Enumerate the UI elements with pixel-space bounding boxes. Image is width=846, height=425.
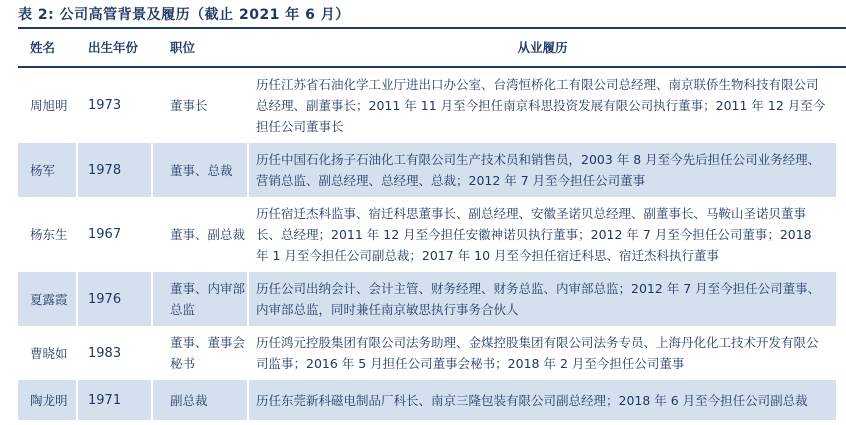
career-history: 历任东莞新科磁电制品厂科长、南京三隆包装有限公司副总经理；2018 年 6 月至今担任公司副总裁 bbox=[249, 380, 836, 420]
executive-name: 杨军 bbox=[18, 143, 78, 197]
birth-year: 1967 bbox=[78, 197, 153, 272]
birth-year: 1976 bbox=[78, 272, 153, 326]
position: 董事、总裁 bbox=[153, 143, 249, 197]
header-career: 从业履历 bbox=[517, 40, 568, 55]
header-name: 姓名 bbox=[30, 40, 56, 55]
table-row bbox=[18, 143, 836, 197]
executive-name: 陶龙明 bbox=[18, 380, 78, 420]
table-row bbox=[18, 326, 836, 380]
table-row bbox=[18, 68, 836, 143]
birth-year: 1973 bbox=[78, 68, 153, 143]
table-row bbox=[18, 197, 836, 272]
birth-year: 1978 bbox=[78, 143, 153, 197]
executive-name: 夏露霞 bbox=[18, 272, 78, 326]
position: 董事、董事会秘书 bbox=[153, 326, 249, 380]
table-row bbox=[18, 380, 836, 420]
birth-year: 1983 bbox=[78, 326, 153, 380]
table-header-row bbox=[18, 29, 836, 66]
executive-name: 曹晓如 bbox=[18, 326, 78, 380]
executive-name: 周旭明 bbox=[18, 68, 78, 143]
position: 董事、内审部总监 bbox=[153, 272, 249, 326]
career-history: 历任宿迁杰科监事、宿迁科思董事长、副总经理、安徽圣诺贝总经理、副董事长、马鞍山圣诺贝董事长、总经理；2011 年 12 月至今担任安徽神诺贝执行董事；2012 年 7 月至今担任公司董事；2018 年 1 月至今担任公司副总裁；2017 年 10 月至今担任宿迁科思、宿迁杰科执行董事 bbox=[256, 206, 812, 263]
table-title: 表 2: 公司高管背景及履历（截止 2021 年 6 月） bbox=[18, 7, 350, 23]
career-history: 历任公司出纳会计、会计主管、财务经理、财务总监、内审部总监；2012 年 7 月至今担任公司董事、内审部总监，同时兼任南京敏思执行事务合伙人 bbox=[249, 272, 836, 326]
career-history: 历任江苏省石油化学工业厅进出口办公室、台湾恒桥化工有限公司总经理、南京联侨生物科技有限公司总经理、副董事长；2011 年 11 月至今担任南京科思投资发展有限公司执行董事；2011 年 12 月至今担任公司董事长 bbox=[256, 77, 826, 134]
header-birth-year: 出生年份 bbox=[88, 40, 139, 55]
career-history: 历任鸿元控股集团有限公司法务助理、金煤控股集团有限公司法务专员、上海丹化化工技术开发有限公司监事；2016 年 5 月担任公司董事会秘书；2018 年 2 月至今担任公司董事 bbox=[256, 335, 819, 371]
executive-name: 杨东生 bbox=[18, 197, 78, 272]
position: 董事长 bbox=[153, 68, 249, 143]
position: 副总裁 bbox=[153, 380, 249, 420]
career-history: 历任中国石化扬子石油化工有限公司生产技术员和销售员，2003 年 8 月至今先后担任公司业务经理、营销总监、副总经理、总经理、总裁；2012 年 7 月至今担任公司董事 bbox=[249, 143, 836, 197]
table-body bbox=[18, 68, 836, 420]
birth-year: 1971 bbox=[78, 380, 153, 420]
position: 董事、副总裁 bbox=[153, 197, 249, 272]
table-row bbox=[18, 272, 836, 326]
header-position: 职位 bbox=[170, 40, 196, 55]
